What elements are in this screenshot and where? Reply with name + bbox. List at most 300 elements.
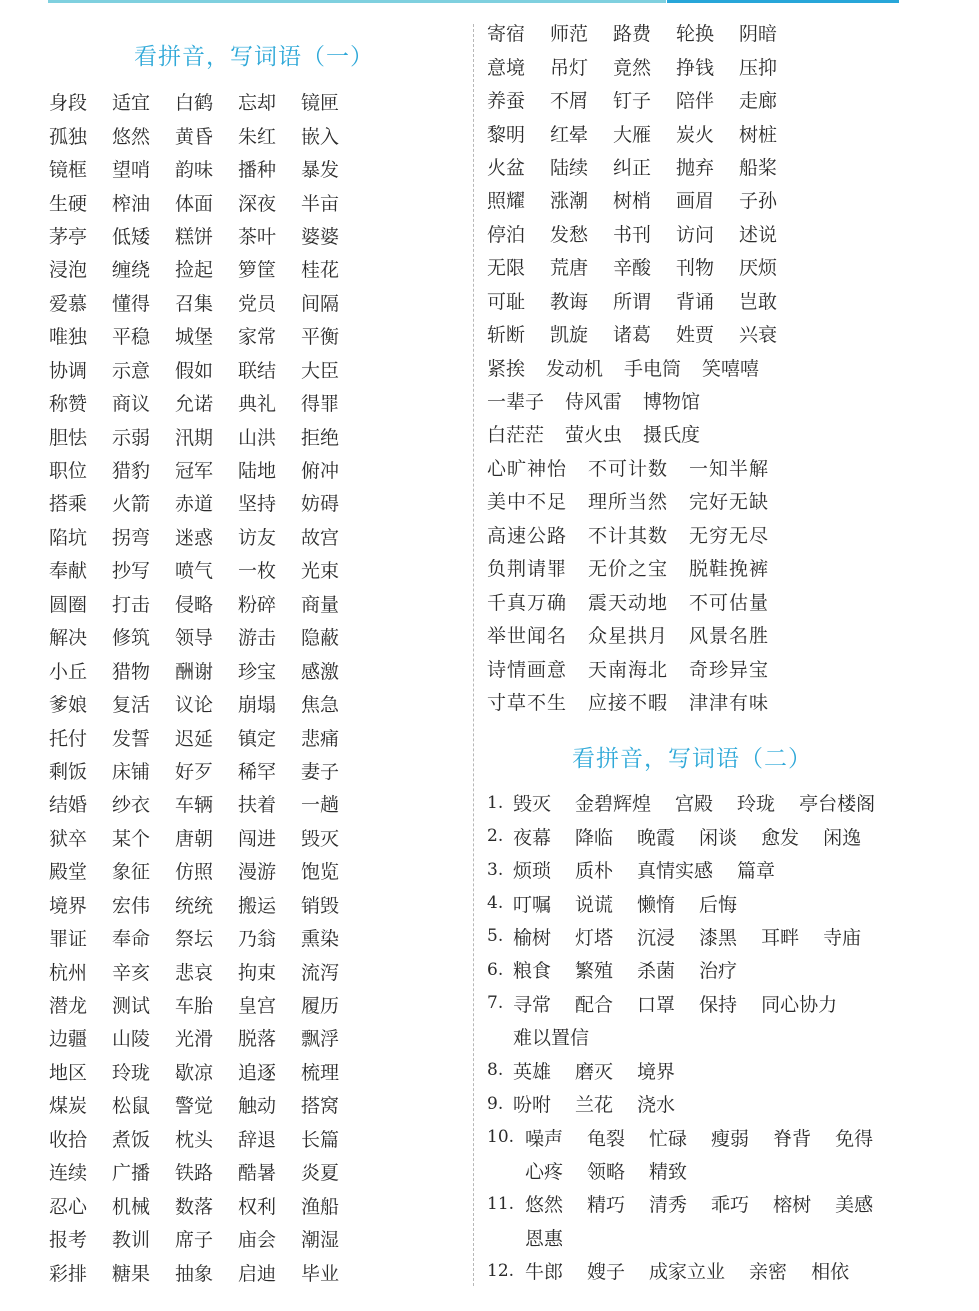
word: 路费 [613, 23, 652, 46]
word: 心疼 [525, 1161, 564, 1184]
word: 殿堂 [49, 861, 88, 884]
word: 心旷神怡 [487, 457, 568, 480]
answer-item [487, 1254, 899, 1287]
word: 愈发 [761, 826, 800, 849]
word-row [49, 787, 364, 820]
word: 妻子 [301, 760, 340, 783]
item-number: 11. [487, 1193, 515, 1214]
word: 不可估量 [689, 591, 770, 614]
word: 高速公路 [487, 524, 568, 547]
word: 妨碍 [301, 493, 340, 516]
word-row [49, 386, 364, 419]
word-row [49, 453, 364, 486]
word: 深夜 [238, 192, 277, 215]
word-row [49, 185, 364, 218]
word: 浸泡 [49, 259, 88, 282]
word: 千真万确 [487, 591, 568, 614]
word: 唐朝 [175, 827, 214, 850]
word-row [487, 150, 802, 183]
word-row [487, 49, 802, 82]
word-row [49, 85, 364, 118]
word: 火盆 [487, 156, 526, 179]
word: 粉碎 [238, 593, 277, 616]
word: 相依 [811, 1261, 850, 1284]
word: 城堡 [175, 326, 214, 349]
word: 竟然 [613, 56, 652, 79]
word: 毕业 [301, 1262, 340, 1285]
word: 收拾 [49, 1128, 88, 1151]
word: 望哨 [112, 159, 151, 182]
word: 姓贾 [676, 324, 715, 347]
word: 警觉 [175, 1095, 214, 1118]
word: 挣钱 [676, 56, 715, 79]
word: 渔船 [301, 1195, 340, 1218]
word: 搬运 [238, 894, 277, 917]
word: 陪伴 [676, 90, 715, 113]
word: 家常 [238, 326, 277, 349]
word: 天南海北 [588, 658, 669, 681]
word: 茶叶 [238, 225, 277, 248]
word: 精巧 [587, 1194, 626, 1217]
word: 榕树 [773, 1194, 812, 1217]
word: 瘦弱 [711, 1127, 750, 1150]
word: 诗情画意 [487, 658, 568, 681]
word: 抽象 [175, 1262, 214, 1285]
word: 教诲 [550, 290, 589, 313]
word: 同心协力 [761, 993, 838, 1016]
word: 宫殿 [675, 793, 714, 816]
word: 示意 [112, 359, 151, 382]
word-row [49, 754, 364, 787]
word: 半亩 [301, 192, 340, 215]
word-row [49, 1222, 364, 1255]
word-row [487, 350, 802, 383]
word: 一知半解 [689, 457, 770, 480]
section2-answer-list [487, 786, 899, 1288]
word: 车胎 [175, 995, 214, 1018]
word: 岂敢 [739, 290, 778, 313]
word: 美感 [835, 1194, 874, 1217]
word: 身段 [49, 92, 88, 115]
word: 低矮 [112, 225, 151, 248]
word: 教训 [112, 1229, 151, 1252]
word: 追逐 [238, 1061, 277, 1084]
word: 结婚 [49, 794, 88, 817]
word: 黄昏 [175, 125, 214, 148]
word: 领略 [587, 1161, 626, 1184]
answer-item-continued [487, 1020, 899, 1053]
answer-item-continued [487, 1221, 899, 1254]
word: 煤炭 [49, 1095, 88, 1118]
word: 毁灭 [301, 827, 340, 850]
word: 庙会 [238, 1229, 277, 1252]
word: 叮嘱 [513, 893, 552, 916]
word: 典礼 [238, 393, 277, 416]
word: 搭乘 [49, 493, 88, 516]
word: 迷惑 [175, 526, 214, 549]
section1-word-grid-continued [487, 16, 802, 718]
word: 吩咐 [513, 1094, 552, 1117]
word: 应接不暇 [588, 691, 669, 714]
word: 席子 [175, 1229, 214, 1252]
word: 养蚕 [487, 90, 526, 113]
word: 脱落 [238, 1028, 277, 1051]
item-number: 2. [487, 826, 504, 847]
word-row [487, 250, 802, 283]
word: 珍宝 [238, 660, 277, 683]
word-row [49, 1255, 364, 1288]
word: 杭州 [49, 961, 88, 984]
word: 不屑 [550, 90, 589, 113]
word: 某个 [112, 827, 151, 850]
word: 走廊 [739, 90, 778, 113]
word: 轮换 [676, 23, 715, 46]
word: 赤道 [175, 493, 214, 516]
word: 不计其数 [588, 524, 669, 547]
word: 无穷无尽 [689, 524, 770, 547]
word: 彩排 [49, 1262, 88, 1285]
word: 子孙 [739, 190, 778, 213]
word: 寄宿 [487, 23, 526, 46]
word: 领导 [175, 627, 214, 650]
word: 震天动地 [588, 591, 669, 614]
word: 压抑 [739, 56, 778, 79]
word: 陆地 [238, 460, 277, 483]
word: 孤独 [49, 125, 88, 148]
word: 喷气 [175, 560, 214, 583]
word: 不可计数 [588, 457, 669, 480]
word: 酷暑 [238, 1162, 277, 1185]
word: 允诺 [175, 393, 214, 416]
word-row [49, 821, 364, 854]
word: 风景名胜 [689, 625, 770, 648]
word: 博物馆 [643, 391, 701, 414]
word: 示弱 [112, 426, 151, 449]
word: 英雄 [513, 1060, 552, 1083]
word: 桂花 [301, 259, 340, 282]
word: 浇水 [637, 1094, 676, 1117]
word: 晚霞 [637, 826, 676, 849]
word: 忘却 [238, 92, 277, 115]
word: 悠然 [112, 125, 151, 148]
item-number: 6. [487, 959, 504, 980]
word: 拘束 [238, 961, 277, 984]
word: 体面 [175, 192, 214, 215]
word: 师范 [550, 23, 589, 46]
word: 炎夏 [301, 1162, 340, 1185]
word: 杀菌 [637, 960, 676, 983]
word: 拐弯 [112, 526, 151, 549]
word: 韵味 [175, 159, 214, 182]
word: 连续 [49, 1162, 88, 1185]
word: 茅亭 [49, 225, 88, 248]
word: 后悔 [699, 893, 738, 916]
answer-item [487, 819, 899, 852]
word-row [49, 954, 364, 987]
word: 降临 [575, 826, 614, 849]
answer-item [487, 987, 899, 1020]
word: 真情实感 [637, 860, 714, 883]
word: 吊灯 [550, 56, 589, 79]
word: 榆树 [513, 926, 552, 949]
word: 一辈子 [487, 391, 545, 414]
word: 酬谢 [175, 660, 214, 683]
word: 停泊 [487, 223, 526, 246]
word-row [487, 183, 802, 216]
word: 触动 [238, 1095, 277, 1118]
word-row [487, 317, 802, 350]
word: 金碧辉煌 [575, 793, 652, 816]
word: 熏染 [301, 928, 340, 951]
word: 紧挨 [487, 357, 526, 380]
word: 斩断 [487, 324, 526, 347]
word: 宏伟 [112, 894, 151, 917]
column-divider [473, 24, 474, 1286]
word: 小丘 [49, 660, 88, 683]
word: 照耀 [487, 190, 526, 213]
word-row [49, 888, 364, 921]
word: 理所当然 [588, 491, 669, 514]
word-row [49, 988, 364, 1021]
idiom-row [487, 484, 802, 517]
word: 复活 [112, 694, 151, 717]
word: 治疗 [699, 960, 738, 983]
word: 懂得 [112, 292, 151, 315]
word: 剩饭 [49, 760, 88, 783]
word: 灯塔 [575, 926, 614, 949]
word-row [49, 118, 364, 151]
word-row [49, 1155, 364, 1188]
word: 兰花 [575, 1094, 614, 1117]
answer-item [487, 886, 899, 919]
word-row [49, 1122, 364, 1155]
word: 涨潮 [550, 190, 589, 213]
word: 背诵 [676, 290, 715, 313]
word: 恩惠 [525, 1227, 564, 1250]
word: 召集 [175, 292, 214, 315]
word: 境界 [637, 1060, 676, 1083]
word: 猎物 [112, 660, 151, 683]
word: 广播 [112, 1162, 151, 1185]
word: 白鹤 [175, 92, 214, 115]
word: 书刊 [613, 223, 652, 246]
word: 大雁 [613, 123, 652, 146]
word-row [49, 319, 364, 352]
word: 质朴 [575, 860, 614, 883]
word: 商议 [112, 393, 151, 416]
word: 难以置信 [513, 1027, 590, 1050]
word: 狱卒 [49, 827, 88, 850]
word: 口罩 [637, 993, 676, 1016]
word: 免得 [835, 1127, 874, 1150]
word: 龟裂 [587, 1127, 626, 1150]
word-row [49, 219, 364, 252]
word: 奇珍异宝 [689, 658, 770, 681]
word: 萤火虫 [565, 424, 623, 447]
word: 陷坑 [49, 526, 88, 549]
word: 权利 [238, 1195, 277, 1218]
word: 平稳 [112, 326, 151, 349]
word: 粮食 [513, 960, 552, 983]
word: 刊物 [676, 257, 715, 280]
word: 猎豹 [112, 460, 151, 483]
word: 厌烦 [739, 257, 778, 280]
word: 侵略 [175, 593, 214, 616]
word: 潮湿 [301, 1229, 340, 1252]
answer-item [487, 853, 899, 886]
word: 乃翁 [238, 928, 277, 951]
word: 沉浸 [637, 926, 676, 949]
word: 感激 [301, 660, 340, 683]
word: 寸草不生 [487, 691, 568, 714]
word: 迟延 [175, 727, 214, 750]
word: 忙碌 [649, 1127, 688, 1150]
word: 意境 [487, 56, 526, 79]
word: 称赞 [49, 393, 88, 416]
word: 煮饭 [112, 1128, 151, 1151]
word: 寻常 [513, 993, 552, 1016]
word: 冠军 [175, 460, 214, 483]
word: 朱红 [238, 125, 277, 148]
word: 笑嘻嘻 [702, 357, 760, 380]
word: 懒惰 [637, 893, 676, 916]
word: 手电筒 [624, 357, 682, 380]
word: 亲密 [749, 1261, 788, 1284]
answer-item [487, 1054, 899, 1087]
word-row [487, 284, 802, 317]
word: 假如 [175, 359, 214, 382]
word: 崩塌 [238, 694, 277, 717]
item-number: 10. [487, 1127, 515, 1148]
word-row [487, 83, 802, 116]
word: 好歹 [175, 760, 214, 783]
idiom-row [487, 618, 802, 651]
word: 闯进 [238, 827, 277, 850]
idiom-row [487, 584, 802, 617]
word: 纱衣 [112, 794, 151, 817]
word: 隐蔽 [301, 627, 340, 650]
word: 完好无缺 [689, 491, 770, 514]
word: 火箭 [112, 493, 151, 516]
word: 夜幕 [513, 826, 552, 849]
answer-item [487, 953, 899, 986]
word: 平衡 [301, 326, 340, 349]
word: 玲珑 [112, 1061, 151, 1084]
word: 爹娘 [49, 694, 88, 717]
word: 乖巧 [711, 1194, 750, 1217]
word: 黎明 [487, 123, 526, 146]
word: 象征 [112, 861, 151, 884]
word: 繁殖 [575, 960, 614, 983]
word: 钉子 [613, 90, 652, 113]
word: 诸葛 [613, 324, 652, 347]
word-row [487, 417, 802, 450]
word: 职位 [49, 460, 88, 483]
idiom-row [487, 685, 802, 718]
word: 党员 [238, 292, 277, 315]
word: 议论 [175, 694, 214, 717]
answer-item [487, 786, 899, 819]
word: 报考 [49, 1229, 88, 1252]
word: 闲谈 [699, 826, 738, 849]
word: 统统 [175, 894, 214, 917]
word: 适宜 [112, 92, 151, 115]
word: 梳理 [301, 1061, 340, 1084]
answer-item [487, 1087, 899, 1120]
word: 闲逸 [823, 826, 862, 849]
word: 解决 [49, 627, 88, 650]
word: 婆婆 [301, 225, 340, 248]
word: 履历 [301, 995, 340, 1018]
word: 仿照 [175, 861, 214, 884]
word: 忍心 [49, 1195, 88, 1218]
word: 坚持 [238, 493, 277, 516]
word: 兴衰 [739, 324, 778, 347]
word: 举世闻名 [487, 625, 568, 648]
word: 奉命 [112, 928, 151, 951]
word: 漫游 [238, 861, 277, 884]
word: 汛期 [175, 426, 214, 449]
word-row [49, 152, 364, 185]
word: 生硬 [49, 192, 88, 215]
word: 光束 [301, 560, 340, 583]
word: 捡起 [175, 259, 214, 282]
word: 抄写 [112, 560, 151, 583]
word: 山陵 [112, 1028, 151, 1051]
word: 歇凉 [175, 1061, 214, 1084]
word: 说谎 [575, 893, 614, 916]
word: 陆续 [550, 156, 589, 179]
answer-item-continued [487, 1154, 899, 1187]
word: 红晕 [550, 123, 589, 146]
word: 祭坛 [175, 928, 214, 951]
word: 罪证 [49, 928, 88, 951]
word: 焦急 [301, 694, 340, 717]
word-row [49, 921, 364, 954]
word: 边疆 [49, 1028, 88, 1051]
word: 无限 [487, 257, 526, 280]
word: 无价之宝 [588, 558, 669, 581]
word: 一枚 [238, 560, 277, 583]
word: 炭火 [676, 123, 715, 146]
word: 寺庙 [823, 926, 862, 949]
word: 打击 [112, 593, 151, 616]
word: 发愁 [550, 223, 589, 246]
top-decor-bar-right [667, 0, 899, 3]
word: 胆怯 [49, 426, 88, 449]
word: 爱慕 [49, 292, 88, 315]
word: 众星拱月 [588, 625, 669, 648]
word: 箩筐 [238, 259, 277, 282]
word: 凯旋 [550, 324, 589, 347]
word: 枕头 [175, 1128, 214, 1151]
answer-item [487, 1187, 899, 1220]
word: 脱鞋挽裤 [689, 558, 770, 581]
word: 辞退 [238, 1128, 277, 1151]
word-row [49, 252, 364, 285]
word: 漆黑 [699, 926, 738, 949]
item-number: 1. [487, 792, 504, 813]
word: 美中不足 [487, 491, 568, 514]
word: 奉献 [49, 560, 88, 583]
word: 津津有味 [689, 691, 770, 714]
word: 大臣 [301, 359, 340, 382]
word: 悲哀 [175, 961, 214, 984]
item-number: 3. [487, 859, 504, 880]
word: 阴暗 [739, 23, 778, 46]
word: 噪声 [525, 1127, 564, 1150]
word: 修筑 [112, 627, 151, 650]
